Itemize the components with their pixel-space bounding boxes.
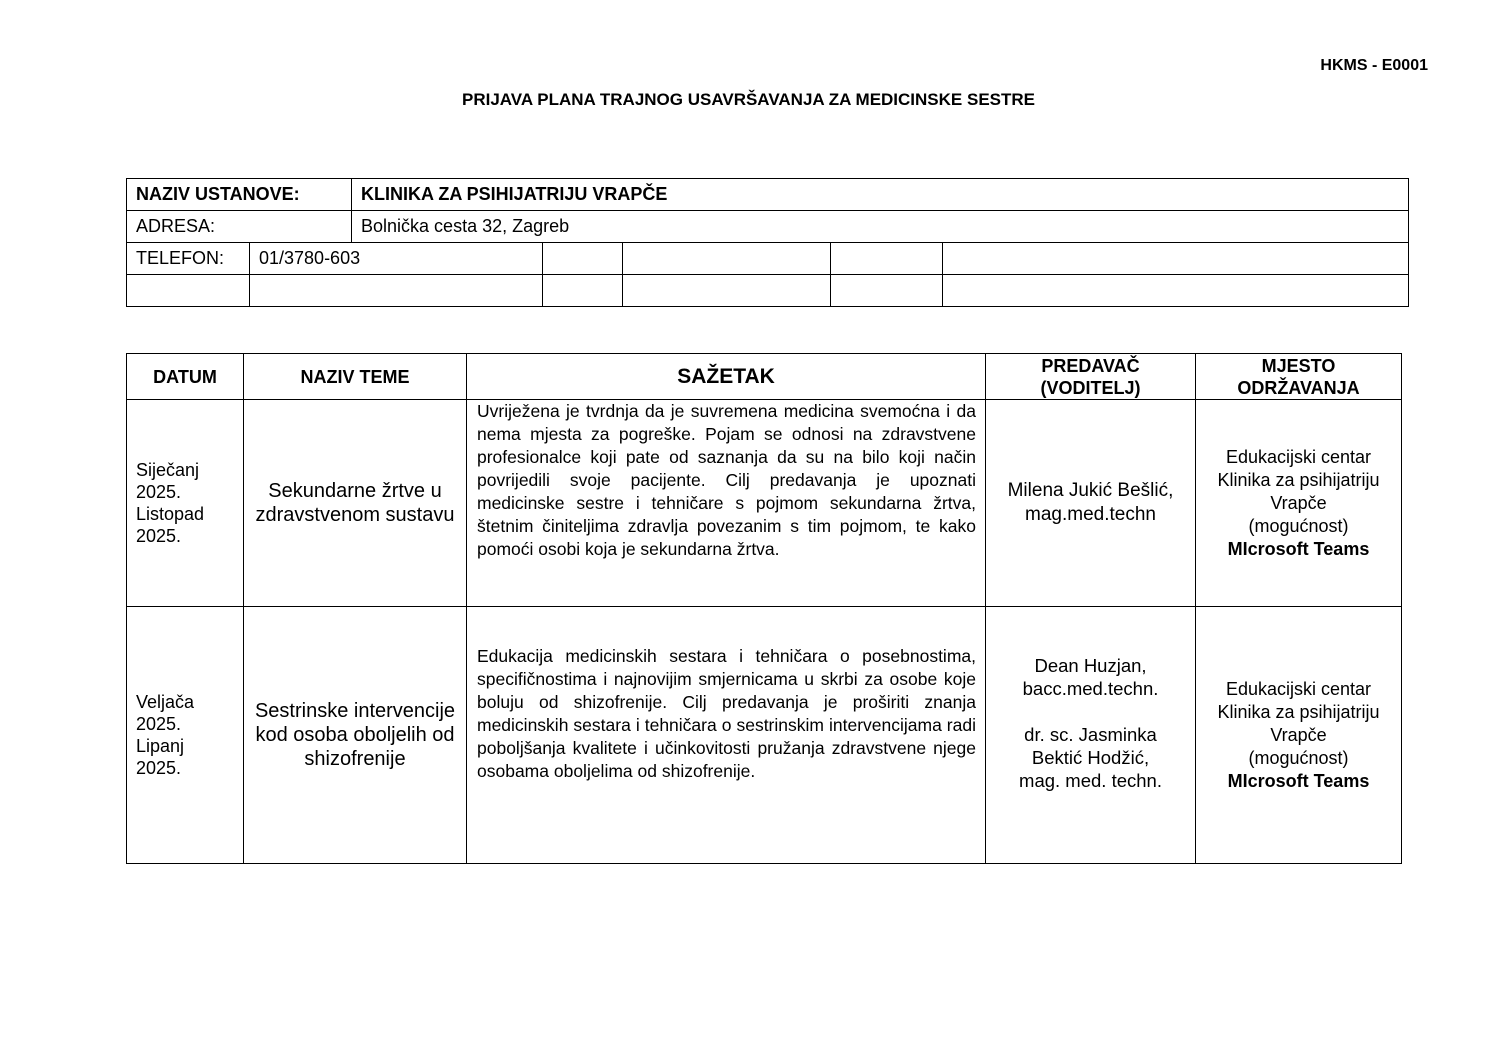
institution-empty-row <box>127 275 1409 307</box>
place-cell <box>1196 400 1402 607</box>
header-date: DATUM <box>127 354 244 400</box>
spacer <box>986 700 1195 723</box>
summary-cell: Uvriježena je tvrdnja da je suvremena medicina svemoćna i da nema mjesta za pogreške. Pojam se odnosi na zdravstvene profesionalce koji pate od saznanja da su na bilo koji način povrijedili svoje pacijente. Cilj predavanja je upoznati medicinske sestre i tehničare s pojmom sekundarna žrtva, štetnim činiteljima zdravlja povezanim s tim pojmom, te kako pomoći osobi koja je sekundarna žrtva. <box>467 400 986 607</box>
place-line: Klinika za psihijatriju <box>1217 469 1380 490</box>
institution-name-row <box>127 179 1409 211</box>
institution-address-row <box>127 211 1409 243</box>
date-line: Veljača <box>136 692 195 712</box>
date-line: Listopad <box>136 504 205 524</box>
header-place-line: ODRŽAVANJA <box>1237 377 1360 398</box>
topic-cell: Sekundarne žrtve u zdravstvenom sustavu <box>244 400 467 607</box>
form-code: HKMS - E0001 <box>1320 57 1428 74</box>
speaker-line: bacc.med.techn. <box>1022 678 1159 699</box>
plan-header-row <box>127 354 1402 400</box>
place-platform: MIcrosoft Teams <box>1227 770 1370 791</box>
place-line: Vrapče <box>1270 724 1327 745</box>
empty-cell <box>623 275 831 307</box>
header-summary: SAŽETAK <box>467 354 986 400</box>
phone-label: TELEFON: <box>127 243 250 275</box>
place-platform: MIcrosoft Teams <box>1227 538 1370 559</box>
date-line: 2025. <box>136 758 182 778</box>
empty-cell <box>943 243 1409 275</box>
empty-cell <box>127 275 250 307</box>
empty-cell <box>543 275 623 307</box>
address-value: Bolnička cesta 32, Zagreb <box>352 211 1409 243</box>
place-line: Vrapče <box>1270 492 1327 513</box>
header-speaker <box>986 354 1196 400</box>
table-row <box>127 607 1402 864</box>
institution-table <box>126 178 1409 307</box>
empty-cell <box>831 275 943 307</box>
speaker-line: Dean Huzjan, <box>1034 655 1147 676</box>
header-topic: NAZIV TEME <box>244 354 467 400</box>
address-label: ADRESA: <box>127 211 352 243</box>
empty-cell <box>831 243 943 275</box>
header-place <box>1196 354 1402 400</box>
header-place-line: MJESTO <box>1261 355 1336 376</box>
speaker-line: mag. med. techn. <box>1019 770 1162 791</box>
summary-cell: Edukacija medicinskih sestara i tehničara o posebnostima, specifičnostima i najnovijim smjernicama u skrbi za osobe koje boluju od shizofrenije. Cilj predavanja je proširiti znanja medicinskih sestara i tehničara o sestrinskim intervencijama radi poboljšanja kvalitete i učinkovitosti pružanja zdravstvene njege osobama oboljelima od shizofrenije. <box>467 607 986 864</box>
empty-cell <box>250 275 543 307</box>
institution-name-value: KLINIKA ZA PSIHIJATRIJU VRAPČE <box>352 179 1409 211</box>
education-plan-table <box>126 353 1402 864</box>
header-speaker-line: PREDAVAČ <box>1041 355 1140 376</box>
speaker-line: Milena Jukić Bešlić, <box>1007 480 1174 501</box>
speaker-line: mag.med.techn <box>1025 504 1156 525</box>
speaker-cell <box>986 400 1196 607</box>
date-cell <box>127 607 244 864</box>
empty-cell <box>543 243 623 275</box>
date-line: 2025. <box>136 482 182 502</box>
topic-cell: Sestrinske intervencije kod osoba oboljelih od shizofrenije <box>244 607 467 864</box>
institution-phone-row <box>127 243 1409 275</box>
date-line: 2025. <box>136 714 182 734</box>
document-title: PRIJAVA PLANA TRAJNOG USAVRŠAVANJA ZA MEDICINSKE SESTRE <box>461 90 1036 109</box>
phone-value: 01/3780-603 <box>250 243 543 275</box>
place-line: Klinika za psihijatriju <box>1217 701 1380 722</box>
place-line: Edukacijski centar <box>1225 446 1372 467</box>
date-line: Siječanj <box>136 460 200 480</box>
speaker-cell <box>986 607 1196 864</box>
empty-cell <box>623 243 831 275</box>
place-line: (mogućnost) <box>1248 747 1349 768</box>
speaker-line: Bektić Hodžić, <box>1031 747 1150 768</box>
place-line: (mogućnost) <box>1248 515 1349 536</box>
institution-name-label: NAZIV USTANOVE: <box>127 179 352 211</box>
speaker-line: dr. sc. Jasminka <box>1024 724 1157 745</box>
date-line: Lipanj <box>136 736 185 756</box>
header-speaker-line: (VODITELJ) <box>1040 377 1141 398</box>
place-cell <box>1196 607 1402 864</box>
place-line: Edukacijski centar <box>1225 678 1372 699</box>
empty-cell <box>943 275 1409 307</box>
table-row <box>127 400 1402 607</box>
date-line: 2025. <box>136 526 182 546</box>
date-cell <box>127 400 244 607</box>
